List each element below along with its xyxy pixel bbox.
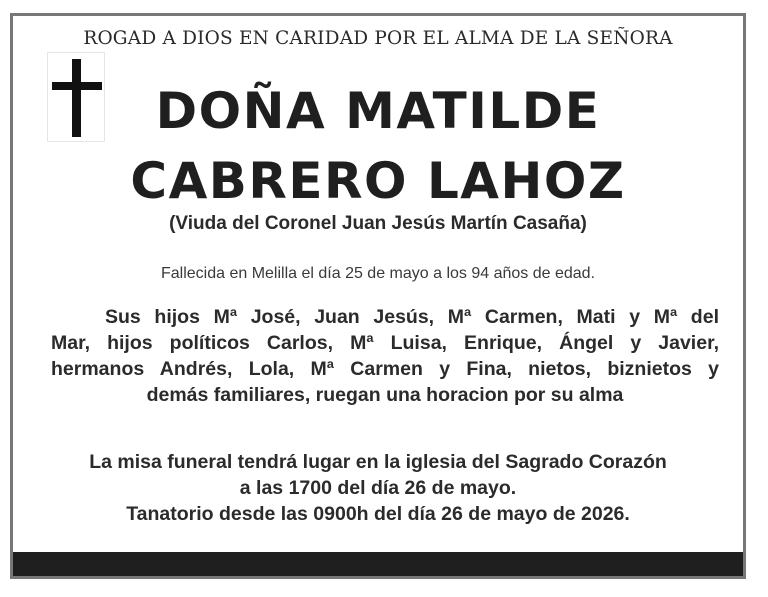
header-text: ROGAD A DIOS EN CARIDAD POR EL ALMA DE LA SEÑORA: [83, 28, 673, 49]
subtitle: (Viuda del Coronel Juan Jesús Martín Casaña): [169, 213, 587, 234]
family-line: Mar, hijos políticos Carlos, Mª Luisa, Enrique, Ángel y Javier,: [51, 332, 719, 354]
bottom-bar: [13, 552, 743, 576]
family-line: hermanos Andrés, Lola, Mª Carmen y Fina, nietos, biznietos y: [51, 358, 719, 380]
family-line: demás familiares, ruegan una horacion por su alma: [146, 384, 624, 406]
funeral-line: a las 1700 del día 26 de mayo.: [239, 477, 517, 499]
name-line-2: CABRERO LAHOZ: [130, 152, 626, 210]
name-line-1: DOÑA MATILDE: [155, 82, 601, 140]
obituary-card: [10, 13, 746, 579]
family-paragraph: [51, 304, 719, 408]
funeral-line: La misa funeral tendrá lugar en la iglesia del Sagrado Corazón: [89, 451, 667, 473]
family-line: Sus hijos Mª José, Juan Jesús, Mª Carmen, Mati y Mª del: [105, 306, 719, 328]
funeral-paragraph: [13, 449, 743, 527]
deceased-info: Fallecida en Melilla el día 25 de mayo a los 94 años de edad.: [160, 265, 596, 282]
funeral-line: Tanatorio desde las 0900h del día 26 de mayo de 2026.: [126, 503, 630, 525]
